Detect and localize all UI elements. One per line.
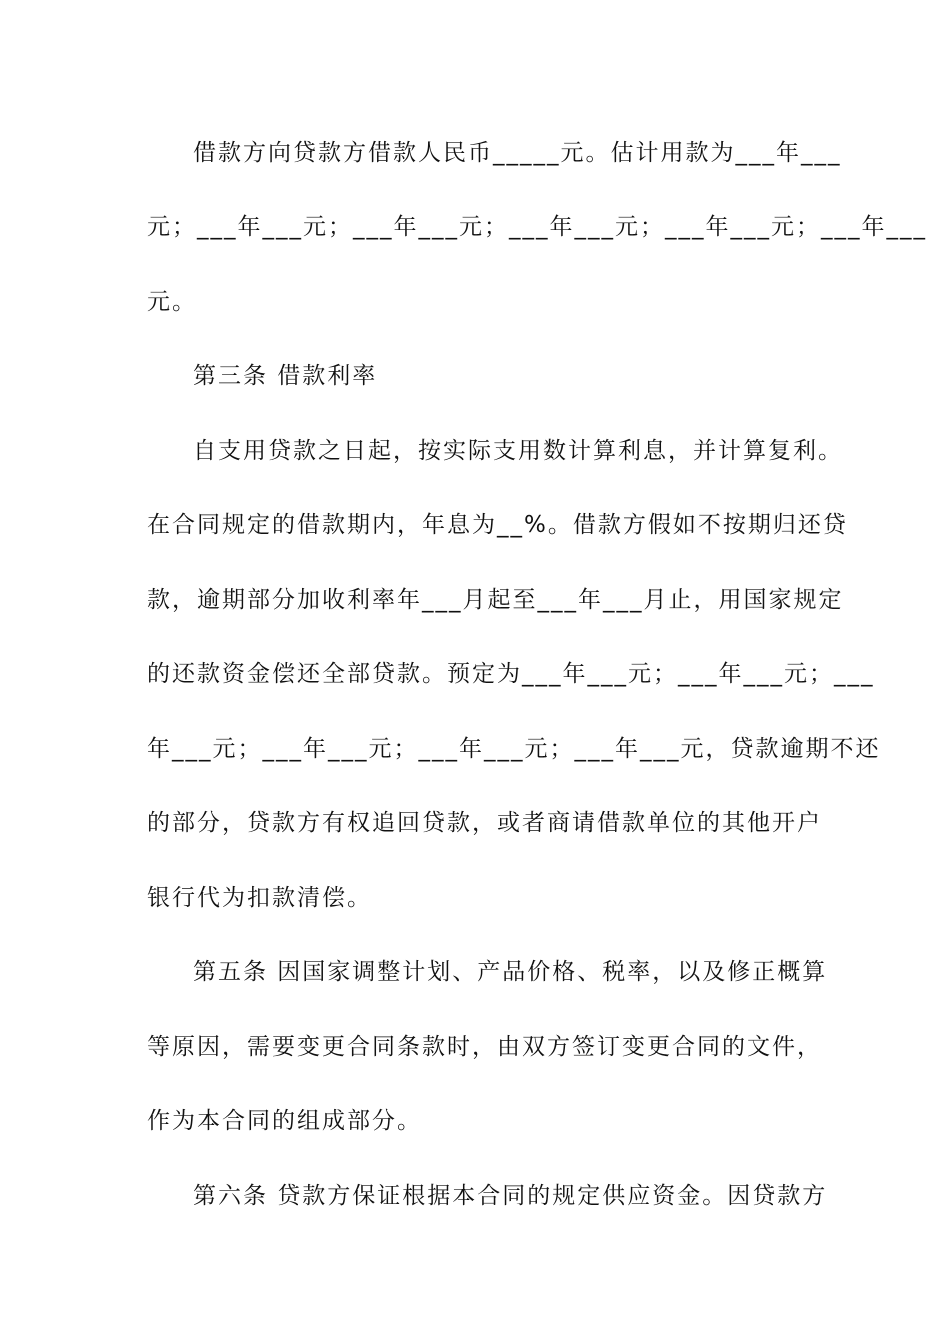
paragraph-line: 年___元；___年___元；___年___元；___年___元，贷款逾期不还 [147,736,881,762]
paragraph-line: 银行代为扣款清偿。 [147,885,372,911]
paragraph-line: 作为本合同的组成部分。 [147,1108,422,1134]
paragraph-line: 等原因，需要变更合同条款时，由双方签订变更合同的文件， [147,1034,822,1060]
paragraph-line: 第五条 因国家调整计划、产品价格、税率，以及修正概算 [193,959,828,985]
paragraph-line: 款，逾期部分加收利率年___月起至___年___月止，用国家规定 [147,587,844,613]
paragraph-line: 的还款资金偿还全部贷款。预定为___年___元；___年___元；___ [147,661,875,687]
paragraph-line: 第六条 贷款方保证根据本合同的规定供应资金。因贷款方 [193,1183,828,1209]
paragraph-line: 元；___年___元；___年___元；___年___元；___年___元；___年___ [147,214,927,240]
paragraph-line: 的部分，贷款方有权追回贷款，或者商请借款单位的其他开户 [147,810,822,836]
section-heading: 第三条 借款利率 [193,363,378,389]
paragraph-line: 在合同规定的借款期内，年息为__%。借款方假如不按期归还贷 [147,512,848,538]
paragraph-line: 元。 [147,289,197,315]
paragraph-line: 自支用贷款之日起，按实际支用数计算利息，并计算复利。 [193,438,843,464]
paragraph-line: 借款方向贷款方借款人民币_____元。估计用款为___年___ [193,140,842,166]
